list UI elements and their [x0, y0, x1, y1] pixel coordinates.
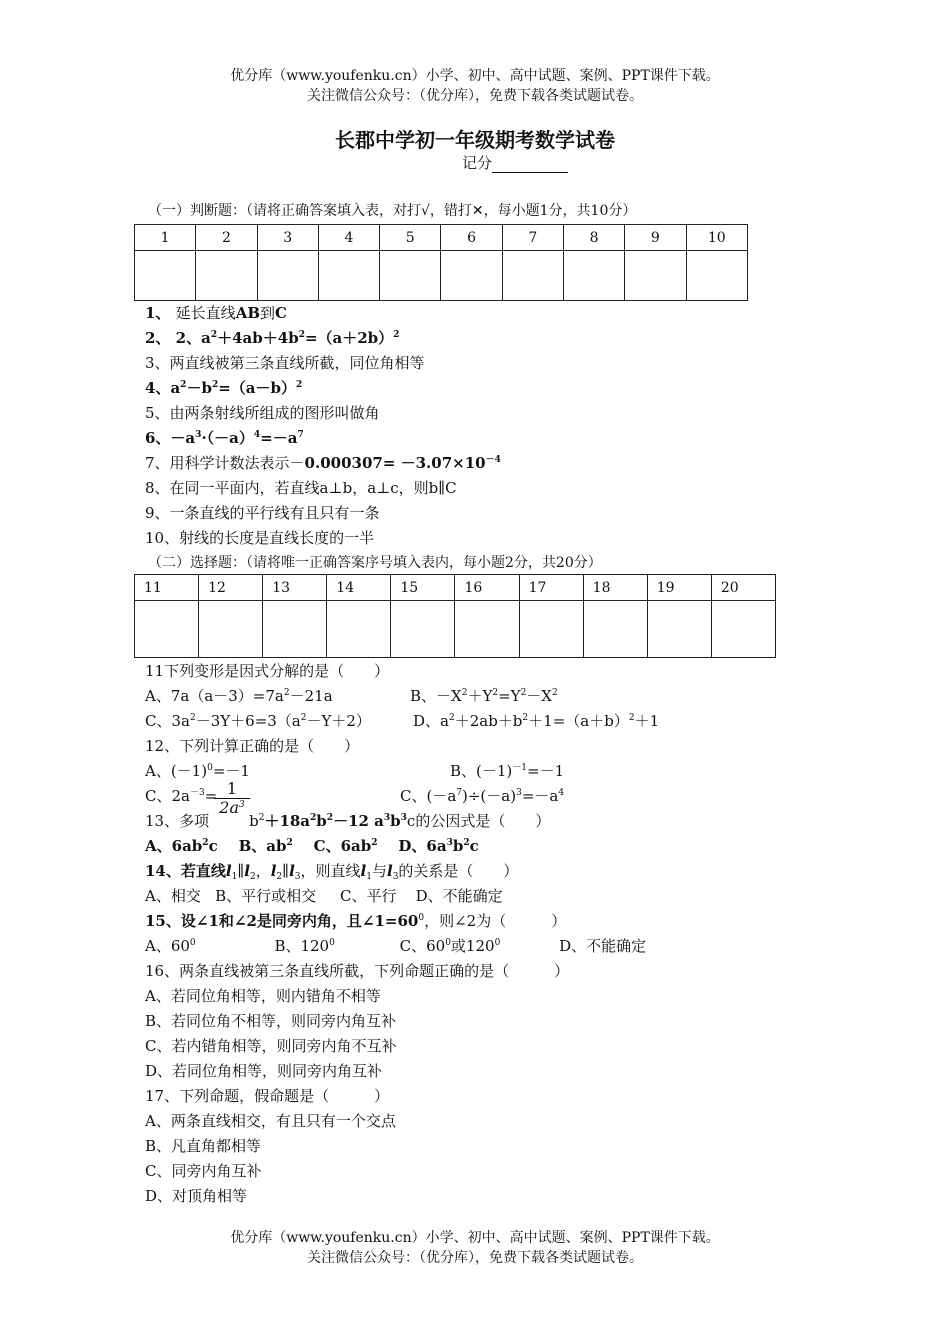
q14-stem: 14、若直线$l_1\parallel l_2$，$l_2\parallel l_3$，则直线$l_1$与$l_3$的关系是（ ）	[145, 862, 519, 882]
q11-option-c: C、$3a^2-3Y+6=3(a^2-Y+2)$	[145, 712, 371, 730]
t2-header-cell: 11	[135, 575, 199, 601]
t1-answer-cell[interactable]	[502, 251, 563, 301]
t1-answer-cell[interactable]	[686, 251, 747, 301]
q12-option-b: B、$(-1)^{-1}=-1$	[450, 762, 565, 780]
t1-header-cell: 7	[502, 225, 563, 251]
answer-table-2	[134, 574, 776, 658]
t2-header-cell: 13	[263, 575, 327, 601]
q12-stem: 12、下列计算正确的是（ ）	[145, 737, 360, 755]
t2-header-cell: 12	[199, 575, 263, 601]
q11-stem: 11下列变形是因式分解的是（ ）	[145, 662, 390, 680]
t1-header-cell: 5	[380, 225, 441, 251]
q12-option-a: A、$(-1)^0=-1$	[145, 762, 250, 780]
fraction-denominator: $2a^3$	[219, 798, 245, 817]
q13-stem: 13、多项 $b^2+18a^2b^2-12$ $a^3b^3c$的公因式是（ ）	[145, 812, 551, 830]
q16-stem: 16、两条直线被第三条直线所截，下列命题正确的是（ ）	[145, 962, 570, 980]
q11-option-a: A、$7a(a-3)=7a^2-21a$	[145, 687, 333, 705]
t2-answer-cell[interactable]	[519, 601, 583, 658]
q15-stem: 15、设∠1和∠2是同旁内角，且$\angle 1=60^0$，则∠2为（ ）	[145, 912, 567, 930]
q5: 5、由两条射线所组成的图形叫做角	[145, 404, 380, 422]
t1-answer-cell[interactable]	[563, 251, 624, 301]
q8: 8、在同一平面内，若直线a⊥b，a⊥c，则b∥C	[145, 479, 457, 497]
q14-options: A、相交 B、平行或相交 C、平行 D、不能确定	[145, 887, 503, 905]
q4: 4、$a^2-b^2=(a-b)^2$	[145, 379, 303, 397]
t2-answer-cell[interactable]	[583, 601, 647, 658]
t2-answer-cell[interactable]	[199, 601, 263, 658]
t1-answer-cell[interactable]	[625, 251, 686, 301]
q16-option-d: D、若同位角相等，则同旁内角互补	[145, 1062, 383, 1080]
q17-option-a: A、两条直线相交，有且只有一个交点	[145, 1112, 396, 1130]
score-field	[462, 152, 568, 173]
t1-header-cell: 3	[257, 225, 318, 251]
t2-answer-cell[interactable]	[711, 601, 775, 658]
answer-table-1	[134, 224, 748, 301]
q2: 2、 2、$a^2+4ab+4b^2=(a+2b)^2$	[145, 329, 400, 347]
q1: 1、 延长直线AB到C	[145, 304, 287, 322]
t1-header-cell: 2	[196, 225, 257, 251]
t2-header-cell: 18	[583, 575, 647, 601]
t2-header-cell: 14	[327, 575, 391, 601]
page-footer	[0, 1228, 950, 1268]
q9: 9、一条直线的平行线有且只有一条	[145, 504, 380, 522]
page-header	[0, 66, 950, 106]
t1-answer-cell[interactable]	[441, 251, 502, 301]
score-label: 记分	[462, 154, 493, 172]
t1-answer-cell[interactable]	[257, 251, 318, 301]
t2-header-cell: 19	[647, 575, 711, 601]
t1-header-cell: 9	[625, 225, 686, 251]
q13-options: A、$6ab^2c$ B、$ab^2$ C、$6ab^2$ D、$6a^3b^2c$	[145, 837, 479, 855]
q12-option-d: C、$(-a^7)\div(-a)^3=-a^4$	[400, 787, 565, 805]
t1-header-cell: 6	[441, 225, 502, 251]
t2-answer-cell[interactable]	[327, 601, 391, 658]
footer-line-2: 关注微信公众号：（优分库），免费下载各类试题试卷。	[307, 1250, 643, 1266]
t2-header-cell: 15	[391, 575, 455, 601]
section2-heading: （二）选择题：（请将唯一正确答案序号填入表内，每小题2分，共20分）	[148, 555, 602, 571]
t2-header-cell: 17	[519, 575, 583, 601]
q11-option-d: D、$a^2+2ab+b^2+1=(a+b)^2+1$	[413, 712, 660, 730]
t2-header-cell: 16	[455, 575, 519, 601]
t1-answer-cell[interactable]	[135, 251, 196, 301]
t1-answer-cell[interactable]	[318, 251, 379, 301]
t2-answer-cell[interactable]	[647, 601, 711, 658]
q6: 6、$-a^3\cdot(-a)^4=-a^7$	[145, 429, 304, 447]
footer-line-1: 优分库（www.youfenku.cn）小学、初中、高中试题、案例、PPT课件下载。	[230, 1230, 720, 1246]
t2-answer-cell[interactable]	[135, 601, 199, 658]
q16-option-c: C、若内错角相等，则同旁内角不互补	[145, 1037, 397, 1055]
t1-header-cell: 10	[686, 225, 747, 251]
q10: 10、射线的长度是直线长度的一半	[145, 529, 375, 547]
score-blank	[492, 156, 568, 173]
t1-answer-cell[interactable]	[196, 251, 257, 301]
t2-answer-cell[interactable]	[263, 601, 327, 658]
section1-heading: （一）判断题：（请将正确答案填入表，对打√，错打✕，每小题1分，共10分）	[148, 203, 637, 219]
q16-option-a: A、若同位角相等，则内错角不相等	[145, 987, 381, 1005]
header-line-1: 优分库（www.youfenku.cn）小学、初中、高中试题、案例、PPT课件下载。	[230, 68, 720, 84]
q11-option-b: B、$-X^2+Y^2=Y^2-X^2$	[410, 687, 558, 705]
q17-option-b: B、凡直角都相等	[145, 1137, 262, 1155]
t2-header-cell: 20	[711, 575, 775, 601]
header-line-2: 关注微信公众号：（优分库），免费下载各类试题试卷。	[307, 88, 643, 104]
t2-answer-cell[interactable]	[455, 601, 519, 658]
fraction-numerator: 1	[214, 780, 250, 799]
q17-option-d: D、对顶角相等	[145, 1187, 248, 1205]
exam-title: 长郡中学初一年级期考数学试卷	[335, 128, 615, 152]
q3: 3、两直线被第三条直线所截，同位角相等	[145, 354, 425, 372]
q16-option-b: B、若同位角不相等，则同旁内角互补	[145, 1012, 397, 1030]
q12-option-c: C、$2a^{-3}=$	[145, 787, 218, 805]
t1-header-cell: 8	[563, 225, 624, 251]
t1-answer-cell[interactable]	[380, 251, 441, 301]
q17-stem: 17、下列命题，假命题是（ ）	[145, 1087, 390, 1105]
t1-header-cell: 4	[318, 225, 379, 251]
t2-answer-cell[interactable]	[391, 601, 455, 658]
q7: 7、用科学计数法表示$-0.000307= -3.07\times 10^{-4}$	[145, 454, 501, 472]
q15-options: A、$60^0$ B、$120^0$ C、$60^0$或$120^0$ D、不能确定	[145, 937, 647, 955]
t1-header-cell: 1	[135, 225, 196, 251]
q17-option-c: C、同旁内角互补	[145, 1162, 262, 1180]
